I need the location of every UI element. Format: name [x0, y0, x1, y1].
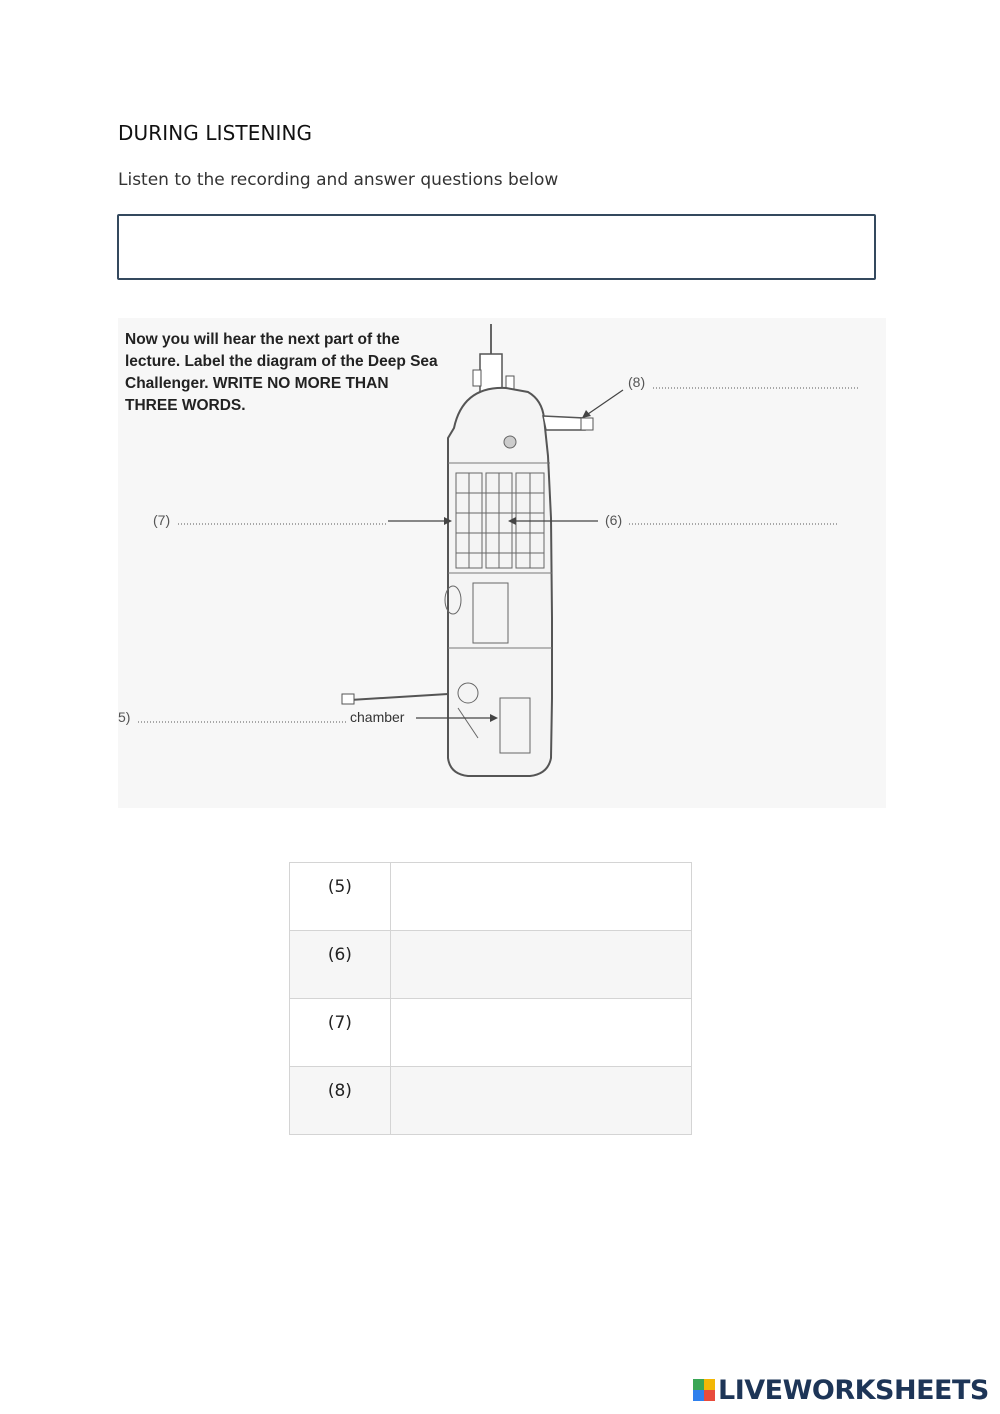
table-row — [290, 999, 692, 1067]
label-q5: 5) — [118, 709, 131, 725]
question-number: (7) — [290, 999, 391, 1067]
label-q8: (8) — [628, 374, 646, 390]
answer-field-6[interactable] — [390, 931, 691, 999]
label-chamber: chamber — [350, 709, 405, 725]
liveworksheets-logo[interactable] — [693, 1374, 989, 1406]
logo-mark-icon — [693, 1379, 715, 1401]
question-number: (5) — [290, 863, 391, 931]
answers-table — [289, 862, 692, 1135]
answer-field-8[interactable] — [390, 1067, 691, 1135]
page-instruction: Listen to the recording and answer questions below — [118, 170, 559, 190]
answer-field-7[interactable] — [390, 999, 691, 1067]
submarine-diagram — [118, 318, 886, 808]
table-row — [290, 863, 692, 931]
question-number: (8) — [290, 1067, 391, 1135]
table-row — [290, 1067, 692, 1135]
page-title: DURING LISTENING — [118, 121, 313, 145]
answer-field-5[interactable] — [390, 863, 691, 931]
logo-text: LIVEWORKSHEETS — [718, 1374, 989, 1406]
diagram-instructions: Now you will hear the next part of the lecture. Label the diagram of the Deep Sea Challenger. WRITE NO MORE THAN THREE WORDS. — [125, 331, 438, 414]
label-q6: (6) — [605, 512, 623, 528]
label-q7: (7) — [153, 512, 171, 528]
table-row — [290, 931, 692, 999]
audio-player-box[interactable] — [117, 214, 876, 280]
question-number: (6) — [290, 931, 391, 999]
